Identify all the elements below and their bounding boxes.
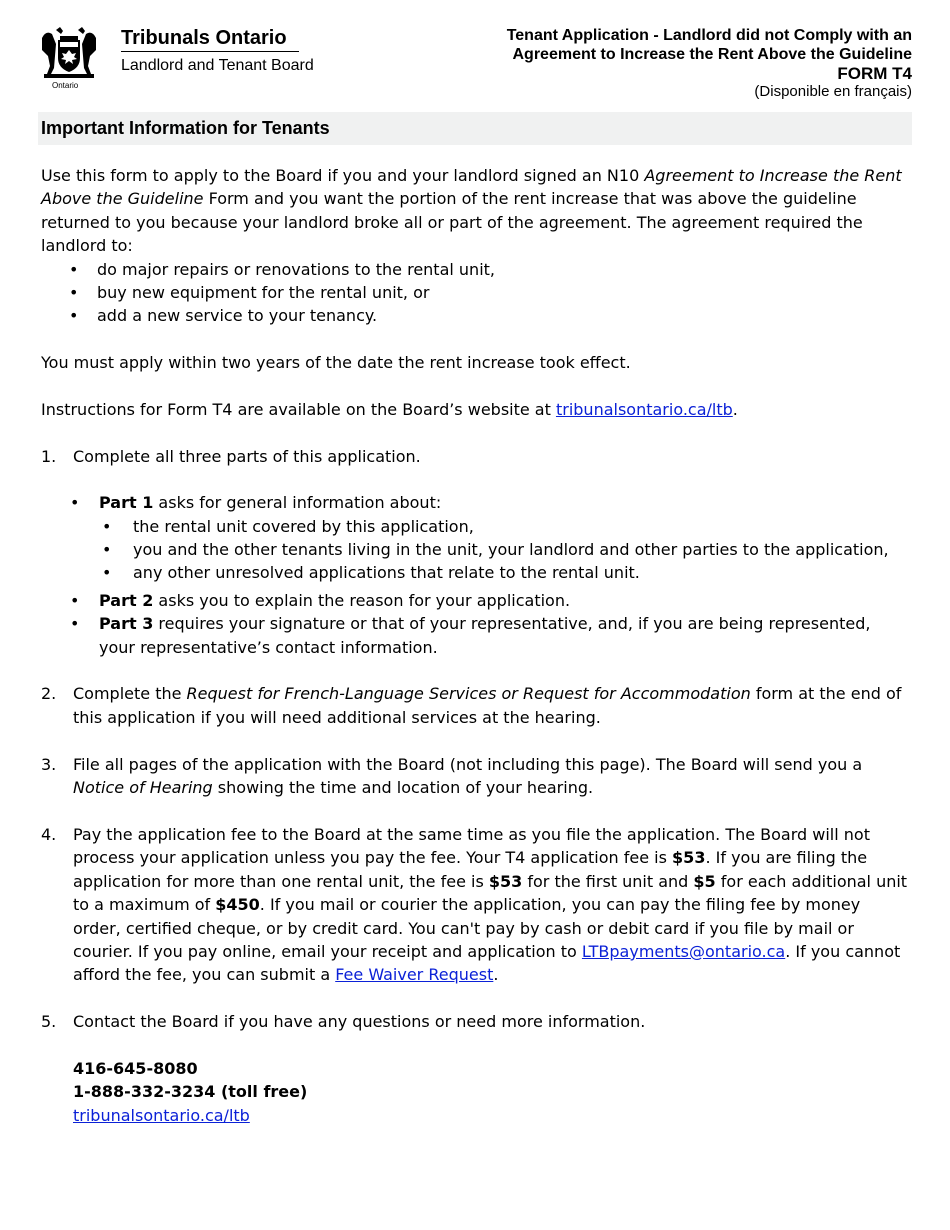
french-availability-note: (Disponible en français) <box>754 83 912 100</box>
form-title-line2: Agreement to Increase the Rent Above the Guideline <box>512 46 912 63</box>
step-number: 1. <box>41 446 57 466</box>
fee-amount: $450 <box>215 895 260 915</box>
fee-waiver-link[interactable]: Fee Waiver Request <box>335 965 494 985</box>
form-code: FORM T4 <box>837 64 912 83</box>
intro-paragraph: Use this form to apply to the Board if you and your landlord signed an N10 Agreement to Increase the Rent Above the Guideline Form and you want the portion of the rent increase that was above the guideline returned to you because your landlord broke all or part of the agreement. The agreement required the landlord to: <box>41 166 902 256</box>
contact-block <box>41 1057 911 1127</box>
step-number: 3. <box>41 754 57 774</box>
list-item: • you and the other tenants living in the unit, your landlord and other parties to the application, <box>99 538 911 561</box>
part-3-item: • Part 3 requires your signature or that of your representative, and, if you are being represented, your representative’s contact information. <box>73 612 911 659</box>
fee-amount: $53 <box>488 871 523 891</box>
step-number: 2. <box>41 684 57 704</box>
page-header <box>38 24 912 104</box>
part-2-item: • Part 2 asks you to explain the reason for your application. <box>73 589 911 612</box>
section-title: Important Information for Tenants <box>41 118 330 138</box>
board-name: Landlord and Tenant Board <box>121 57 314 74</box>
list-item: • buy new equipment for the rental unit, or <box>41 281 911 304</box>
instructions-paragraph: Instructions for Form T4 are available on the Board’s website at tribunalsontario.ca/ltb. <box>41 400 738 420</box>
list-item: • do major repairs or renovations to the rental unit, <box>41 258 911 281</box>
fee-amount: $5 <box>693 871 716 891</box>
org-divider <box>121 51 299 52</box>
step-5: 5. Contact the Board if you have any questions or need more information. <box>41 1010 911 1033</box>
step-4: 4. Pay the application fee to the Board at the same time as you file the application. The Board will not process your application unless you pay the fee. Your T4 application fee is $53. If you are filing the application for more than one rental unit, the fee is $53 for the first unit and $5 for each additional unit to a maximum of $450. If you mail or courier the application, you can pay the filing fee by money order, certified cheque, or by credit card. You can't pay by cash or debit card if you file by mail or courier. If you pay online, email your receipt and application to LTBpayments@ontario.ca. If you cannot afford the fee, you can submit a Fee Waiver Request. <box>41 824 908 985</box>
parts-list <box>41 491 911 659</box>
payments-email-link[interactable]: LTBpayments@ontario.ca <box>581 941 786 961</box>
phone-number: 416-645-8080 <box>73 1058 198 1078</box>
step-2: 2. Complete the Request for French-Language Services or Request for Accommodation form at the end of this application if you will need additional services at the hearing. <box>41 684 902 727</box>
document-body <box>41 164 911 1127</box>
logo-caption: Ontario <box>52 81 79 90</box>
fee-amount: $53 <box>672 848 706 868</box>
step-3: 3. File all pages of the application with the Board (not including this page). The Board will send you a Notice of Hearing showing the time and location of your hearing. <box>41 754 863 798</box>
list-item: • any other unresolved applications that relate to the rental unit. <box>99 561 911 584</box>
contact-website-link[interactable]: tribunalsontario.ca/ltb <box>73 1105 250 1125</box>
step-number: 4. <box>41 824 57 844</box>
agreement-form-name: Agreement to Increase the Rent Above the Guideline <box>41 166 902 209</box>
section-title-bar <box>38 112 912 145</box>
part-1-item: • Part 1 asks for general information about: • the rental unit covered by this application, • you and the other tenants living in the unit, your landlord and other parties to the application, • any other unresolved applications that relate to the rental unit. <box>73 491 911 585</box>
form-title-line1: Tenant Application - Landlord did not Comply with an <box>506 27 912 44</box>
landlord-requirements-list <box>41 258 911 328</box>
step-number: 5. <box>41 1012 57 1032</box>
toll-free-number: 1-888-332-3234 (toll free) <box>73 1082 308 1102</box>
deadline-paragraph: You must apply within two years of the date the rent increase took effect. <box>41 353 631 373</box>
list-item: • add a new service to your tenancy. <box>41 304 911 327</box>
list-item: • the rental unit covered by this application, <box>99 515 911 538</box>
website-link[interactable]: tribunalsontario.ca/ltb <box>555 400 733 420</box>
step-1: 1. Complete all three parts of this application. <box>41 445 911 468</box>
org-name: Tribunals Ontario <box>121 27 287 49</box>
part-1-sublist <box>99 515 911 585</box>
form-title-block <box>507 26 912 100</box>
